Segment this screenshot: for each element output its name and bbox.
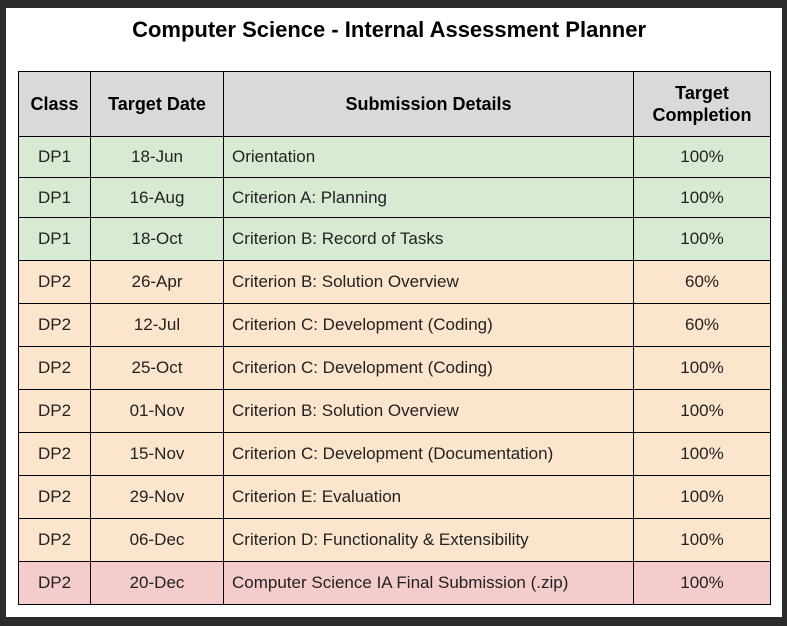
table-row <box>19 390 771 433</box>
cell-target-date: 06-Dec <box>91 519 224 562</box>
cell-submission-details: Criterion C: Development (Documentation) <box>224 433 634 476</box>
column-header-target-completion <box>634 72 771 137</box>
table-row <box>19 261 771 304</box>
table-row <box>19 476 771 519</box>
cell-submission-details: Computer Science IA Final Submission (.zip) <box>224 562 634 605</box>
cell-submission-details: Criterion C: Development (Coding) <box>224 304 634 347</box>
cell-target-completion: 60% <box>634 261 771 304</box>
cell-submission-details: Criterion E: Evaluation <box>224 476 634 519</box>
cell-class: DP1 <box>19 137 91 178</box>
cell-submission-details: Criterion C: Development (Coding) <box>224 347 634 390</box>
cell-target-completion: 100% <box>634 433 771 476</box>
cell-class: DP2 <box>19 347 91 390</box>
cell-class: DP1 <box>19 218 91 261</box>
column-header-class: Class <box>19 72 91 137</box>
cell-target-completion: 100% <box>634 178 771 218</box>
column-header-target-date: Target Date <box>91 72 224 137</box>
cell-submission-details: Criterion A: Planning <box>224 178 634 218</box>
cell-target-completion: 100% <box>634 218 771 261</box>
cell-class: DP2 <box>19 390 91 433</box>
cell-target-date: 15-Nov <box>91 433 224 476</box>
cell-target-date: 20-Dec <box>91 562 224 605</box>
table-row <box>19 519 771 562</box>
cell-submission-details: Criterion B: Record of Tasks <box>224 218 634 261</box>
cell-target-completion: 100% <box>634 476 771 519</box>
cell-target-date: 26-Apr <box>91 261 224 304</box>
cell-submission-details: Criterion B: Solution Overview <box>224 390 634 433</box>
cell-target-date: 18-Jun <box>91 137 224 178</box>
column-header-submission-details: Submission Details <box>224 72 634 137</box>
cell-target-completion: 100% <box>634 562 771 605</box>
cell-submission-details: Criterion B: Solution Overview <box>224 261 634 304</box>
column-header-target-completion-line1: Target <box>675 83 729 103</box>
cell-class: DP2 <box>19 433 91 476</box>
cell-target-date: 01-Nov <box>91 390 224 433</box>
cell-target-completion: 100% <box>634 137 771 178</box>
table-row <box>19 178 771 218</box>
cell-target-date: 25-Oct <box>91 347 224 390</box>
cell-submission-details: Orientation <box>224 137 634 178</box>
table-row <box>19 218 771 261</box>
cell-target-completion: 100% <box>634 390 771 433</box>
cell-class: DP2 <box>19 304 91 347</box>
cell-target-completion: 60% <box>634 304 771 347</box>
planner-sheet <box>6 8 782 617</box>
cell-target-date: 18-Oct <box>91 218 224 261</box>
assessment-table <box>18 71 771 605</box>
table-header-row <box>19 72 771 137</box>
cell-target-completion: 100% <box>634 347 771 390</box>
column-header-target-completion-line2: Completion <box>652 105 752 125</box>
cell-target-completion: 100% <box>634 519 771 562</box>
cell-target-date: 16-Aug <box>91 178 224 218</box>
cell-class: DP2 <box>19 261 91 304</box>
cell-class: DP2 <box>19 476 91 519</box>
cell-class: DP1 <box>19 178 91 218</box>
table-body <box>19 137 771 605</box>
cell-target-date: 29-Nov <box>91 476 224 519</box>
table-row <box>19 562 771 605</box>
table-row <box>19 137 771 178</box>
table-row <box>19 304 771 347</box>
cell-class: DP2 <box>19 519 91 562</box>
page-title: Computer Science - Internal Assessment Planner <box>132 17 646 42</box>
cell-class: DP2 <box>19 562 91 605</box>
cell-target-date: 12-Jul <box>91 304 224 347</box>
cell-submission-details: Criterion D: Functionality & Extensibility <box>224 519 634 562</box>
table-row <box>19 347 771 390</box>
table-row <box>19 433 771 476</box>
